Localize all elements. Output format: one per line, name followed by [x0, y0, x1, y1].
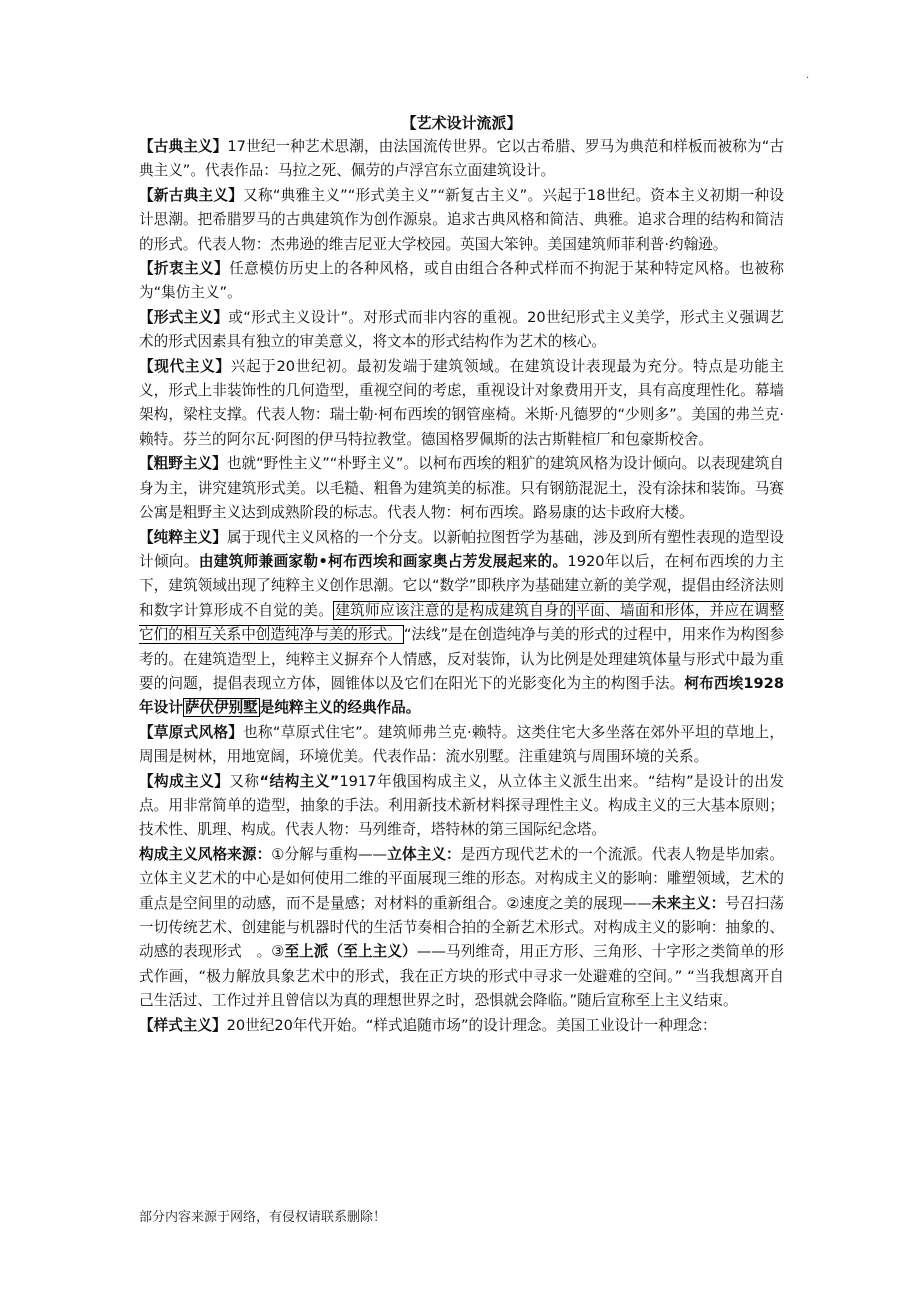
section-text: 兴起于20世纪初。最初发端于建筑领域。在建筑设计表现最为充分。特点是功能主义，形式上非装饰性的几何造型，重视空间的考虑，重视设计对象费用开支，具有高度理性化。幕墙架构，梁柱支撑。代表人物：瑞士勒·柯布西埃的钢管座椅。米斯·凡德罗的“少则多”。美国的弗兰克·赖特。芬兰的阿尔瓦·阿图的伊马特拉教堂。德国格罗佩斯的法古斯鞋楦厂和包豪斯校舍。 [139, 357, 784, 448]
section-prairie [139, 721, 784, 770]
section-purism [139, 526, 784, 721]
term-heading: 【新古典主义】 [139, 186, 244, 204]
section-brutalism [139, 452, 784, 525]
term-heading: 【粗野主义】 [139, 455, 227, 473]
section-neoclassicism [139, 184, 784, 257]
section-styling [139, 1014, 784, 1038]
section-text: 也称“草原式住宅”。建筑师弗兰克·赖特。这类住宅大多坐落在郊外平坦的草地上，周围是树林，用地宽阔，环境优美。代表作品：流水别墅。注重建筑与周围环境的关系。 [139, 723, 784, 766]
document-body [139, 111, 784, 1038]
section-text: 是西方现代艺术的一个流派。代表人物是毕加索。立体主义艺术的中心是如何使用二维的平面展现三维的形态。对构成主义的影响：雕塑领域，艺术的重点是空间里的动感，而不是量感；对材料的重新组合。②速度之美的展现—— [139, 845, 784, 912]
section-text: 20世纪20年代开始。“样式追随市场”的设计理念。美国工业设计一种理念： [226, 1016, 717, 1034]
term-heading: 【构成主义】 [139, 772, 230, 790]
section-text: 任意模仿历史上的各种风格，或自由组合各种式样而不拘泥于某种特定风格。也被称为“集仿主义”。 [139, 260, 784, 302]
section-text: “法线”是在创造纯净与美的形式的过程中，用来作为构图参考的。在建筑造型上，纯粹主义摒弃个人情感，反对装饰，认为比例是处理建筑体量与形式中最为重要的问题，提倡表现立方体，圆锥体以及它们在阳光下的光影变化为主的构图手法。 [139, 626, 784, 692]
boxed-quote-line-1: 建筑师应该注意的是构成建筑自身的 [335, 601, 575, 619]
term-heading: 【折衷主义】 [139, 260, 230, 278]
boxed-quote-line-2: 平面、墙面和形体，并应在调整它们的相互关系中创造纯净与美的形式。 [139, 601, 784, 644]
page-marker: . [806, 70, 810, 81]
section-text: 1917年俄国构成主义，从立体主义派生出来。“结构”是设计的出发点。用非常简单的造型，抽象的手法。利用新技术新材料探寻理性主义。构成主义的三大基本原则；技术性、肌理、构成。代表人物：马列维奇，塔特林的第三国际纪念塔。 [139, 772, 784, 839]
section-text: 也就“野性主义”“朴野主义”。以柯布西埃的粗犷的建筑风格为设计倾向。以表现建筑自身为主，讲究建筑形式美。以毛糙、粗鲁为建筑美的标准。只有钢筋混泥土，没有涂抹和装饰。马赛公寓是粗野主义达到成熟阶段的标志。代表人物：柯布西埃。路易康的达卡政府大楼。 [139, 455, 784, 522]
section-text: 属于现代主义风格的一个分支。以新帕拉图哲学为基础，涉及到所有塑性表现的造型设计倾向。 [139, 528, 784, 570]
bold-term: 至上派（至上主义） [284, 943, 417, 961]
bold-statement: 柯布西埃1928年设计 [139, 674, 784, 717]
term-heading: 【形式主义】 [139, 308, 229, 326]
term-heading: 【现代主义】 [139, 357, 231, 375]
bold-term: 立体主义： [387, 845, 461, 863]
section-formalism [139, 306, 784, 355]
term-heading: 【古典主义】 [139, 138, 228, 155]
section-constructivism-sources [139, 843, 784, 1014]
section-text: 又称 [229, 772, 260, 790]
section-text: ——马列维奇，用正方形、三角形、十字形之类简单的形式作画，“极力解放具象艺术中的形式，我在正方块的形式中寻求一处避难的空间。” “当我想离开自己生活过、工作过并且曾信以为真的理想世界之时，恐惧就会降临。”随后宣称至上主义结束。 [139, 943, 784, 1010]
boxed-work-title: 萨伏伊别墅 [184, 699, 258, 717]
section-modernism [139, 355, 784, 453]
bold-statement: 由建筑师兼画家勒•柯布西埃和画家奥占芳发展起来的。 [198, 552, 568, 570]
section-text: 17世纪一种艺术思潮，由法国流传世界。它以古希腊、罗马为典范和样板而被称为“古典主义”。代表作品：马拉之死、佩劳的卢浮宫东立面建筑设计。 [139, 138, 784, 180]
section-text: ①分解与重构—— [271, 845, 388, 863]
sub-heading: 构成主义风格来源： [139, 845, 272, 863]
section-eclecticism [139, 257, 784, 306]
document-title: 【艺术设计流派】 [401, 114, 522, 132]
term-heading: 【纯粹主义】 [139, 528, 227, 546]
section-text: 又称“典雅主义”“形式美主义”“新复古主义”。兴起于18世纪。资本主义初期一种设计思潮。把希腊罗马的古典建筑作为创作源泉。追求古典风格和简洁、典雅。追求合理的结构和简洁的形式。代表人物：杰弗逊的维吉尼亚大学校园。英国大笨钟。美国建筑师菲利普·约翰逊。 [139, 186, 784, 253]
bold-term: 未来主义： [651, 894, 726, 912]
footer-disclaimer: 部分内容来源于网络，有侵权请联系删除！ [139, 1210, 387, 1225]
section-classicism [139, 135, 784, 184]
section-constructivism [139, 770, 784, 843]
term-heading: 【草原式风格】 [139, 723, 244, 741]
section-text: 或“形式主义设计”。对形式而非内容的重视。20世纪形式主义美学，形式主义强调艺术的形式因素具有独立的审美意义，将文本的形式结构作为艺术的核心。 [139, 308, 784, 351]
section-text: 号召扫荡一切传统艺术、创建能与机器时代的生活节奏相合拍的全新艺术形式。对构成主义的影响：抽象的、动感的表现形式 。③ [139, 894, 784, 961]
bold-statement: “结构主义” [259, 772, 340, 790]
term-heading: 【样式主义】 [139, 1016, 227, 1034]
section-text: 1920年以后，在柯布西埃的力主下，建筑领域出现了纯粹主义创作思潮。它以“数学”即秩序为基础建立新的美学观，提倡由经济法则和数字计算形成不自觉的美。 [139, 552, 784, 619]
bold-statement: 是纯粹主义的经典作品。 [259, 699, 421, 717]
